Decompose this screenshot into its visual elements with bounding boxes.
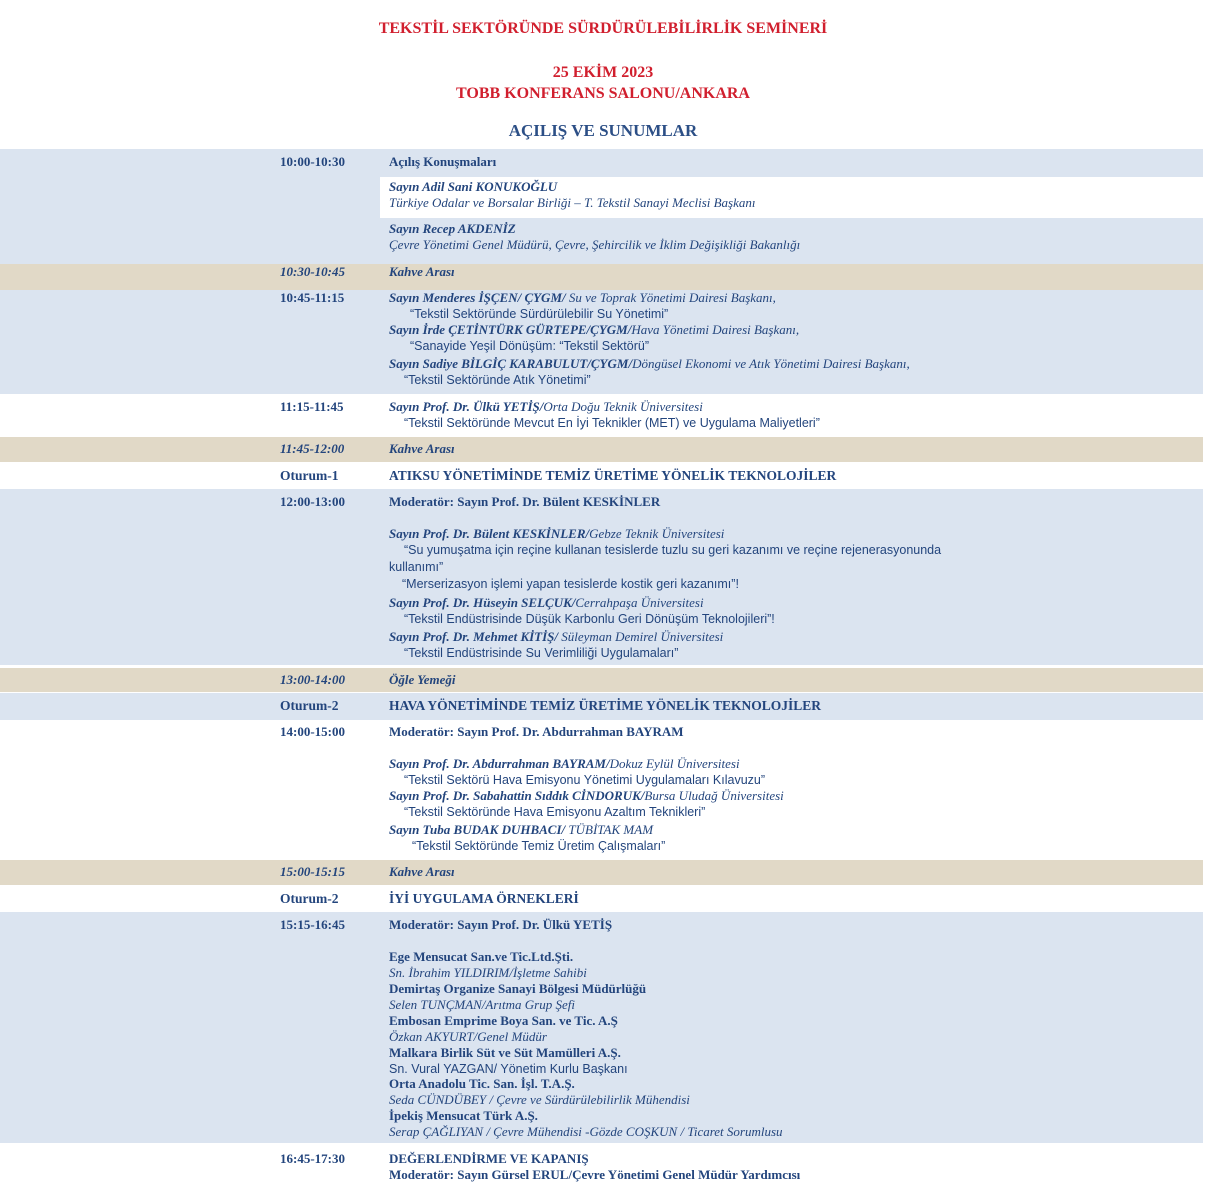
time-slot: 15:15-16:45 xyxy=(280,917,345,932)
talk-title: “Tekstil Sektöründe Atık Yönetimi” xyxy=(404,373,591,387)
speaker-name: Sayın Menderes İŞÇEN/ ÇYGM/ xyxy=(389,290,566,305)
company-name: Ege Mensucat San.ve Tic.Ltd.Şti. xyxy=(389,949,574,964)
time-slot: 16:45-17:30 xyxy=(280,1151,345,1166)
time-slot: 14:00-15:00 xyxy=(280,724,345,739)
speaker-role: Döngüsel Ekonomi ve Atık Yönetimi Dairesi Başkanı, xyxy=(632,356,910,371)
talk-title: “Tekstil Endüstrisinde Düşük Karbonlu Geri Dönüşüm Teknolojileri”! xyxy=(404,612,775,626)
talk-title: “Tekstil Sektöründe Sürdürülebilir Su Yönetimi” xyxy=(410,307,669,321)
speaker-line xyxy=(389,399,703,415)
speaker-name: Sayın Prof. Dr. Abdurrahman BAYRAM/ xyxy=(389,756,610,771)
lunch-band xyxy=(0,668,1203,692)
break-label: Kahve Arası xyxy=(389,441,455,456)
speaker-name: Sayın İrde ÇETİNTÜRK GÜRTEPE/ÇYGM/ xyxy=(389,322,632,337)
speaker-name: Sayın Recep AKDENİZ xyxy=(389,221,516,236)
talk-title: “Tekstil Sektörü Hava Emisyonu Yönetimi Uygulamaları Kılavuzu” xyxy=(404,773,766,787)
speaker-role: Cerrahpaşa Üniversitesi xyxy=(575,595,704,610)
talk-title: “Merserizasyon işlemi yapan tesislerde kostik geri kazanımı”! xyxy=(402,577,739,591)
speaker-name: Sayın Prof. Dr. Ülkü YETİŞ/ xyxy=(389,399,544,414)
speaker-role: Bursa Uludağ Üniversitesi xyxy=(644,788,784,803)
moderator: Moderatör: Sayın Gürsel ERUL/Çevre Yönetimi Genel Müdür Yardımcısı xyxy=(389,1167,801,1182)
speaker-line xyxy=(389,629,723,645)
company-person: Sn. Vural YAZGAN/ Yönetim Kurlu Başkanı xyxy=(389,1062,628,1076)
talk-title: “Tekstil Sektöründe Mevcut En İyi Teknikler (MET) ve Uygulama Maliyetleri” xyxy=(404,416,820,430)
speaker-role: Çevre Yönetimi Genel Müdürü, Çevre, Şehircilik ve İklim Değişikliği Bakanlığı xyxy=(389,237,801,252)
time-slot: 15:00-15:15 xyxy=(280,864,345,879)
break-label: Kahve Arası xyxy=(389,864,455,879)
talk-title: “Su yumuşatma için reçine kullanan tesislerde tuzlu su geri kazanımı ve reçine rejenerasyonunda xyxy=(404,543,942,557)
talk-title: “Tekstil Sektöründe Temiz Üretim Çalışmaları” xyxy=(412,839,666,853)
time-slot: 10:45-11:15 xyxy=(280,290,345,305)
speaker-role: Su ve Toprak Yönetimi Dairesi Başkanı, xyxy=(565,290,776,305)
company-name: İpekiş Mensucat Türk A.Ş. xyxy=(389,1108,538,1123)
event-venue: TOBB KONFERANS SALONU/ANKARA xyxy=(456,85,750,102)
speaker-name: Sayın Prof. Dr. Hüseyin SELÇUK/ xyxy=(389,595,576,610)
break-band xyxy=(0,264,1203,290)
speaker-role: TÜBİTAK MAM xyxy=(565,822,654,837)
speaker-name: Sayın Sadiye BİLGİÇ KARABULUT/ÇYGM/ xyxy=(389,356,633,371)
moderator: Moderatör: Sayın Prof. Dr. Ülkü YETİŞ xyxy=(389,917,613,932)
time-slot: 11:45-12:00 xyxy=(280,441,345,456)
speaker-name: Sayın Prof. Dr. Sabahattin Sıddık CİNDORUK/ xyxy=(389,788,645,803)
session-title: HAVA YÖNETİMİNDE TEMİZ ÜRETİME YÖNELİK TEKNOLOJİLER xyxy=(389,698,821,713)
speaker-role: Orta Doğu Teknik Üniversitesi xyxy=(543,399,703,414)
company-person: Özkan AKYURT/Genel Müdür xyxy=(389,1029,547,1044)
company-person: Selen TUNÇMAN/Arıtma Grup Şefi xyxy=(389,997,575,1012)
company-person: Serap ÇAĞLIYAN / Çevre Mühendisi -Gözde COŞKUN / Ticaret Sorumlusu xyxy=(389,1124,783,1139)
speaker-line xyxy=(389,822,653,838)
speaker-name: Sayın Tuba BUDAK DUHBACI/ xyxy=(389,822,566,837)
speaker-name: Sayın Adil Sani KONUKOĞLU xyxy=(389,179,558,194)
speaker-line xyxy=(389,290,776,306)
time-slot: 12:00-13:00 xyxy=(280,494,345,509)
speaker-line xyxy=(389,756,740,772)
talk-title-cont: kullanımı” xyxy=(389,560,444,574)
speaker-name: Sayın Prof. Dr. Bülent KESKİNLER/ xyxy=(389,526,590,541)
moderator: Moderatör: Sayın Prof. Dr. Bülent KESKİNLER xyxy=(389,494,661,509)
session-title: ATIKSU YÖNETİMİNDE TEMİZ ÜRETİME YÖNELİK TEKNOLOJİLER xyxy=(389,468,837,483)
speaker-name: Sayın Prof. Dr. Mehmet KİTİŞ/ xyxy=(389,629,559,644)
time-slot: 10:00-10:30 xyxy=(280,154,345,169)
speaker-line xyxy=(389,356,910,372)
opening-title: Açılış Konuşmaları xyxy=(389,154,497,169)
speaker-line xyxy=(389,595,704,611)
speaker-line xyxy=(389,788,784,804)
talk-title: “Tekstil Endüstrisinde Su Verimliliği Uygulamaları” xyxy=(404,646,679,660)
speaker-role: Hava Yönetimi Dairesi Başkanı, xyxy=(631,322,800,337)
break-label: Kahve Arası xyxy=(389,264,455,279)
session-label: Oturum-2 xyxy=(280,891,339,906)
company-name: Orta Anadolu Tic. San. İşl. T.A.Ş. xyxy=(389,1076,575,1091)
closing-title: DEĞERLENDİRME VE KAPANIŞ xyxy=(389,1151,589,1166)
break-band xyxy=(0,860,1203,885)
speaker-role: Gebze Teknik Üniversitesi xyxy=(589,526,725,541)
speaker-role: Süleyman Demirel Üniversitesi xyxy=(558,629,724,644)
session-label: Oturum-1 xyxy=(280,468,339,483)
seminar-title: TEKSTİL SEKTÖRÜNDE SÜRDÜRÜLEBİLİRLİK SEMİNERİ xyxy=(378,20,828,37)
time-slot: 10:30-10:45 xyxy=(280,264,345,279)
talk-title: “Sanayide Yeşil Dönüşüm: “Tekstil Sektörü” xyxy=(410,339,650,353)
company-name: Malkara Birlik Süt ve Süt Mamülleri A.Ş. xyxy=(389,1045,621,1060)
company-name: Embosan Emprime Boya San. ve Tic. A.Ş xyxy=(389,1013,618,1028)
session-title: İYİ UYGULAMA ÖRNEKLERİ xyxy=(389,891,579,906)
company-person: Seda CÜNDÜBEY / Çevre ve Sürdürülebilirlik Mühendisi xyxy=(389,1092,690,1107)
time-slot: 11:15-11:45 xyxy=(280,399,344,414)
section-title: AÇILIŞ VE SUNUMLAR xyxy=(508,121,698,140)
event-date: 25 EKİM 2023 xyxy=(552,64,654,81)
time-slot: 13:00-14:00 xyxy=(280,672,345,687)
break-band xyxy=(0,437,1203,462)
company-person: Sn. İbrahim YILDIRIM/İşletme Sahibi xyxy=(389,965,587,980)
speaker-role: Dokuz Eylül Üniversitesi xyxy=(609,756,740,771)
moderator: Moderatör: Sayın Prof. Dr. Abdurrahman BAYRAM xyxy=(389,724,684,739)
lunch-label: Öğle Yemeği xyxy=(389,672,456,687)
speaker-line xyxy=(389,322,799,338)
company-name: Demirtaş Organize Sanayi Bölgesi Müdürlüğü xyxy=(389,981,647,996)
session-label: Oturum-2 xyxy=(280,698,339,713)
talk-title: “Tekstil Sektöründe Hava Emisyonu Azaltım Teknikleri” xyxy=(404,805,706,819)
speaker-role: Türkiye Odalar ve Borsalar Birliği – T. Tekstil Sanayi Meclisi Başkanı xyxy=(389,195,756,210)
speaker-line xyxy=(389,526,724,542)
